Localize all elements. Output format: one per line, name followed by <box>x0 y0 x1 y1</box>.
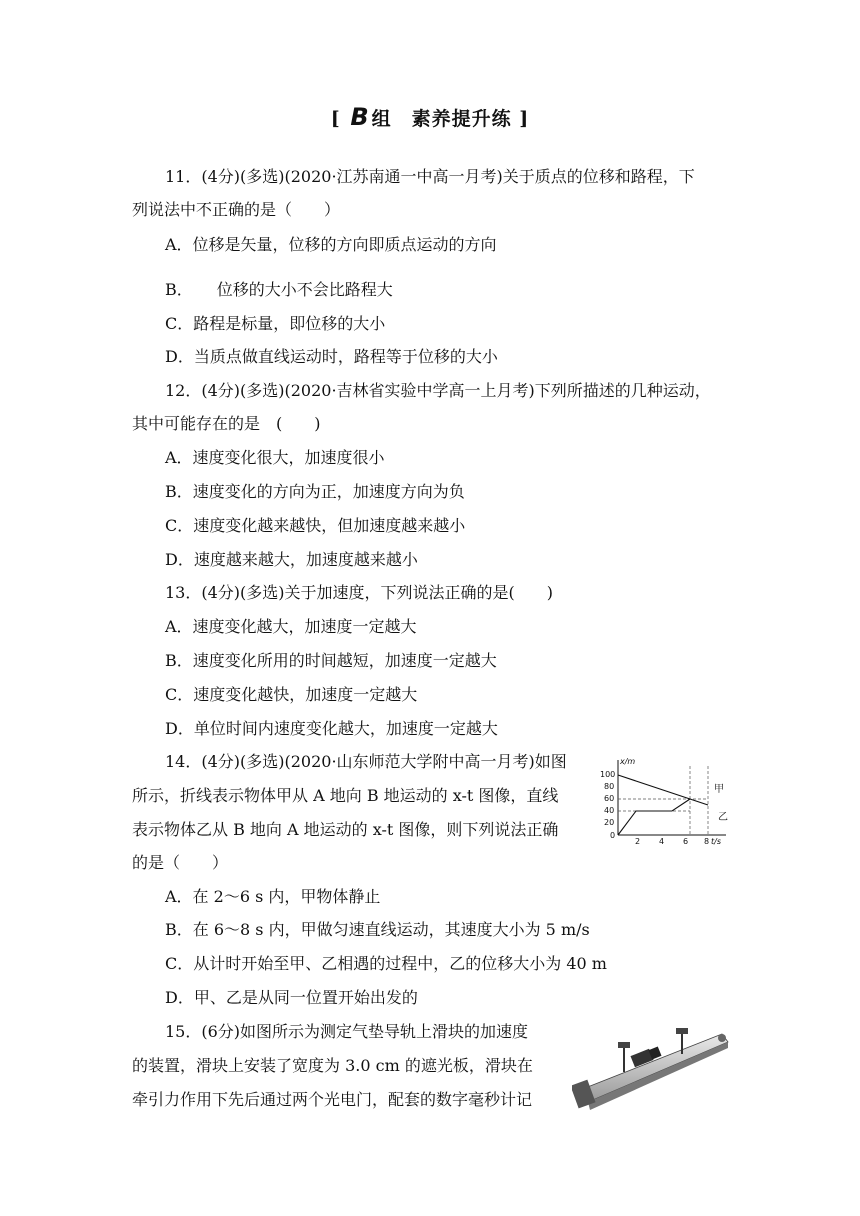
label-yi: 乙 <box>718 812 728 823</box>
q15-stem-line1: 15．(6分)如图所示为测定气垫导轨上滑块的加速度 <box>165 1022 529 1041</box>
q11-option-c: C．路程是标量，即位移的大小 <box>165 314 386 333</box>
q13-option-a: A．速度变化越大，加速度一定越大 <box>165 617 417 636</box>
q14-option-a: A．在 2～6 s 内，甲物体静止 <box>165 887 381 906</box>
xtick-2: 2 <box>635 837 641 846</box>
bracket-left: [ <box>330 108 341 130</box>
q14-stem-line4: 的是（ ） <box>132 853 229 872</box>
q14-option-c: C．从计时开始至甲、乙相遇的过程中，乙的位移大小为 40 m <box>165 954 607 973</box>
q14-option-d: D．甲、乙是从同一位置开始出发的 <box>165 988 418 1007</box>
series-jia-line <box>618 799 690 835</box>
q13-option-c: C．速度变化越快，加速度一定越大 <box>165 685 418 704</box>
q13-option-d: D．单位时间内速度变化越大，加速度一定越大 <box>165 719 498 738</box>
q12-option-b: B．速度变化的方向为正，加速度方向为负 <box>165 482 465 501</box>
graph-xlabel: t/s <box>711 837 721 846</box>
q14-option-b: B．在 6～8 s 内，甲做匀速直线运动，其速度大小为 5 m/s <box>165 920 590 939</box>
q15-stem-line2: 的装置，滑块上安装了宽度为 3.0 cm 的遮光板，滑块在 <box>132 1056 533 1075</box>
bracket-right: ] <box>519 108 530 130</box>
q11-option-d: D．当质点做直线运动时，路程等于位移的大小 <box>165 347 498 366</box>
air-track-apparatus-image <box>572 1020 730 1114</box>
q11-option-a: A．位移是矢量，位移的方向即质点运动的方向 <box>165 235 497 254</box>
q11-stem-line1: 11．(4分)(多选)(2020·江苏南通一中高一月考)关于质点的位移和路程，下 <box>165 167 695 186</box>
q12-option-c: C．速度变化越来越快，但加速度越来越小 <box>165 516 466 535</box>
q11-stem-line2: 列说法中不正确的是（ ） <box>132 200 341 219</box>
ytick-20: 20 <box>604 818 615 827</box>
ytick-0: 0 <box>610 831 616 840</box>
ytick-40: 40 <box>604 806 615 815</box>
q12-stem-line2: 其中可能存在的是 ( ) <box>132 414 321 433</box>
q14-stem-line1: 14．(4分)(多选)(2020·山东师范大学附中高一月考)如图 <box>165 752 567 771</box>
xtick-4: 4 <box>659 837 665 846</box>
section-header <box>0 103 860 131</box>
q12-stem-line1: 12．(4分)(多选)(2020·吉林省实验中学高一上月考)下列所描述的几种运动， <box>165 381 711 400</box>
ytick-80: 80 <box>604 782 615 791</box>
series-yi-line <box>618 775 708 805</box>
q13-stem-line1: 13．(4分)(多选)关于加速度，下列说法正确的是( ) <box>165 583 553 602</box>
graph-ylabel: x/m <box>620 757 636 766</box>
q11-option-b: B． 位移的大小不会比路程大 <box>165 280 393 299</box>
q13-option-b: B．速度变化所用的时间越短，加速度一定越大 <box>165 651 497 670</box>
label-jia: 甲 <box>714 784 724 795</box>
xtick-6: 6 <box>683 837 689 846</box>
ytick-100: 100 <box>600 770 616 779</box>
group-title: 组 素养提升练 <box>371 108 512 130</box>
q14-stem-line2: 所示，折线表示物体甲从 A 地向 B 地运动的 x-t 图像，直线 <box>132 786 559 805</box>
ytick-60: 60 <box>604 794 615 803</box>
q12-option-d: D．速度越来越大，加速度越来越小 <box>165 550 418 569</box>
q15-stem-line3: 牵引力作用下先后通过两个光电门，配套的数字毫秒计记 <box>132 1090 533 1109</box>
group-letter: B <box>350 103 370 131</box>
xtick-8: 8 <box>704 837 710 846</box>
q12-option-a: A．速度变化很大，加速度很小 <box>165 448 385 467</box>
xt-graph <box>598 756 730 852</box>
q14-stem-line3: 表示物体乙从 B 地向 A 地运动的 x-t 图像，则下列说法正确 <box>132 820 559 839</box>
